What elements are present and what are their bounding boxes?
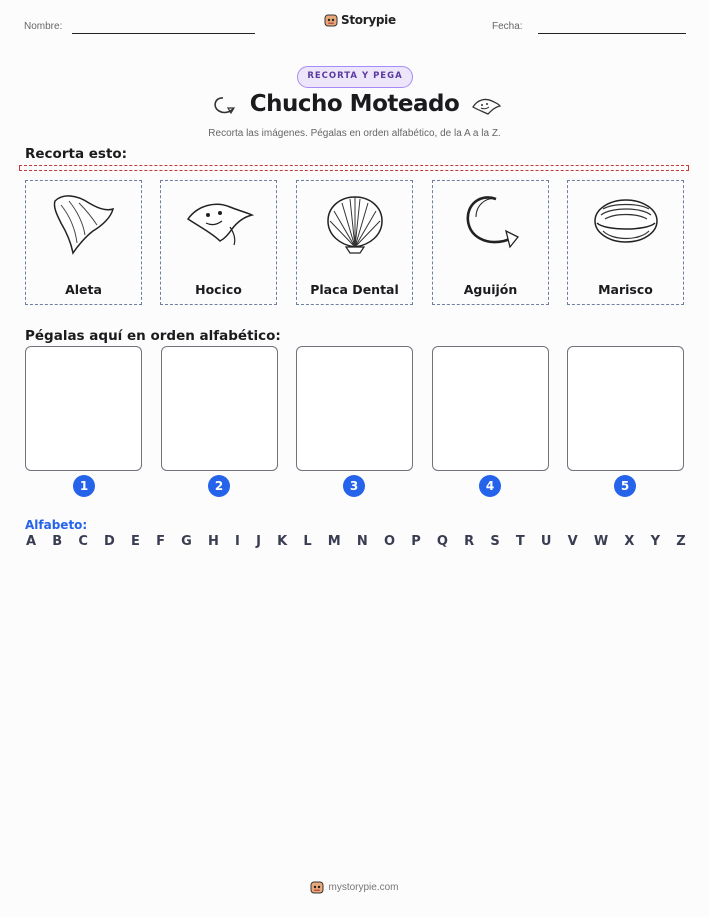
alphabet-title: Alfabeto: xyxy=(25,518,88,532)
cut-card-hocico[interactable] xyxy=(160,180,277,305)
alphabet-letter: W xyxy=(593,534,609,549)
shell-icon xyxy=(320,187,390,259)
activity-badge: RECORTA Y PEGA xyxy=(297,66,413,88)
cut-line xyxy=(19,165,689,171)
alphabet-letter: E xyxy=(131,534,140,549)
alphabet-letter: P xyxy=(411,534,421,549)
date-line[interactable] xyxy=(538,33,686,34)
ray-snout-icon xyxy=(184,187,254,259)
alphabet-letter: K xyxy=(277,534,288,549)
cut-card-marisco[interactable] xyxy=(567,180,684,305)
alphabet-letter: H xyxy=(207,534,219,549)
fin-icon xyxy=(49,187,119,259)
alphabet-letter: N xyxy=(356,534,368,549)
alphabet-letter: X xyxy=(624,534,635,549)
stinger-icon xyxy=(456,187,526,259)
alphabet-letter: T xyxy=(515,534,525,549)
slot-number: 2 xyxy=(208,475,230,497)
alphabet-letter: D xyxy=(104,534,115,549)
footer-url[interactable]: mystorypie.com xyxy=(328,881,399,893)
alphabet-letter: L xyxy=(303,534,312,549)
name-label: Nombre: xyxy=(24,21,63,32)
storypie-logo xyxy=(324,13,396,27)
alphabet-letter: R xyxy=(464,534,475,549)
date-label: Fecha: xyxy=(492,21,523,32)
alphabet-letter: V xyxy=(567,534,578,549)
alphabet-letter: M xyxy=(327,534,341,549)
cut-card-aguijon[interactable] xyxy=(432,180,549,305)
alphabet-letter: O xyxy=(383,534,396,549)
alphabet-letter: Y xyxy=(650,534,661,549)
alphabet-letter: U xyxy=(540,534,552,549)
alphabet-letter: B xyxy=(52,534,63,549)
alphabet-letter: A xyxy=(26,534,37,549)
slot-number: 1 xyxy=(73,475,95,497)
alphabet-letter: J xyxy=(256,534,261,549)
alphabet-letter: Z xyxy=(676,534,686,549)
paste-box-4[interactable] xyxy=(432,346,549,471)
alphabet-letter: G xyxy=(181,534,192,549)
paste-box-5[interactable] xyxy=(567,346,684,471)
clam-icon xyxy=(591,187,661,259)
name-line[interactable] xyxy=(72,33,255,34)
paste-heading: Pégalas aquí en orden alfabético: xyxy=(25,328,281,344)
cut-heading: Recorta esto: xyxy=(25,146,128,162)
alphabet-letter: Q xyxy=(436,534,448,549)
card-label: Aguijón xyxy=(463,282,518,297)
alphabet-row xyxy=(26,534,686,549)
slot-number: 3 xyxy=(343,475,365,497)
logo-text: Storypie xyxy=(341,13,396,27)
cut-card-placa-dental[interactable] xyxy=(296,180,413,305)
page-title: Chucho Moteado xyxy=(249,91,460,117)
card-label: Aleta xyxy=(65,282,102,297)
alphabet-letter: F xyxy=(156,534,165,549)
alphabet-letter: I xyxy=(235,534,240,549)
paste-box-3[interactable] xyxy=(296,346,413,471)
storypie-mascot-icon xyxy=(324,13,338,27)
alphabet-letter: S xyxy=(490,534,500,549)
paste-box-2[interactable] xyxy=(161,346,278,471)
footer xyxy=(0,880,709,894)
alphabet-letter: C xyxy=(78,534,88,549)
card-label: Marisco xyxy=(598,282,653,297)
instructions: Recorta las imágenes. Pégalas en orden alfabético, de la A a la Z. xyxy=(208,128,501,139)
slot-number: 4 xyxy=(479,475,501,497)
slot-number: 5 xyxy=(614,475,636,497)
cut-card-aleta[interactable] xyxy=(25,180,142,305)
card-label: Hocico xyxy=(195,282,242,297)
stingray-decor-icon xyxy=(470,95,502,117)
storypie-mascot-icon xyxy=(310,880,324,894)
card-label: Placa Dental xyxy=(310,282,399,297)
paste-box-1[interactable] xyxy=(25,346,142,471)
